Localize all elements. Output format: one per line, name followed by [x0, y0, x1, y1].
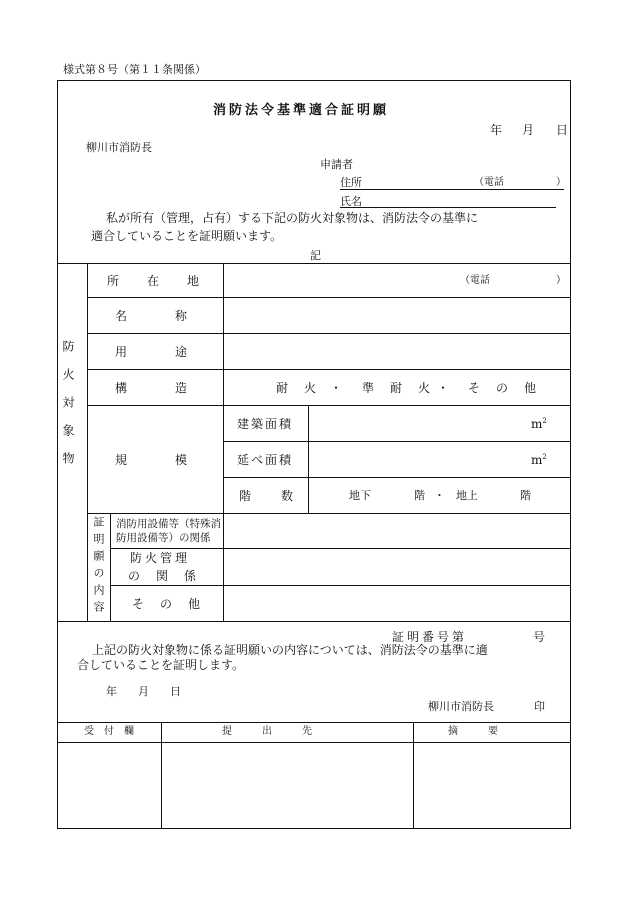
floors-separator: ・	[434, 489, 445, 502]
cert-text-line1: 上記の防火対象物に係る証明願いの内容については、消防法令の基準に適	[92, 643, 488, 657]
ki-label: 記	[310, 249, 321, 262]
content-sub-col-line	[110, 513, 111, 621]
applicant-phone-label: （電話	[474, 177, 504, 188]
reception-cell[interactable]	[60, 745, 159, 825]
location-input[interactable]	[226, 266, 454, 295]
bottom-table-header-line	[57, 742, 571, 743]
row-line-4	[87, 405, 571, 406]
name-label: 氏名	[340, 195, 362, 208]
address-label: 住所	[340, 176, 362, 189]
date-month: 月	[522, 123, 535, 137]
building-area-unit-sup: 2	[542, 417, 547, 425]
use-input[interactable]	[226, 336, 568, 367]
applicant-phone-close: ）	[556, 177, 566, 188]
building-area-input[interactable]	[312, 408, 526, 439]
row-line-2	[87, 333, 571, 334]
form-number: 様式第８号（第１１条関係）	[63, 63, 206, 76]
date-day: 日	[556, 123, 569, 137]
property-name-input[interactable]	[226, 300, 568, 331]
applicant-label: 申請者	[320, 158, 353, 171]
location-phone-input[interactable]	[486, 266, 554, 295]
submission-header: 提 出 先	[222, 726, 312, 737]
table-bottom-line	[57, 621, 571, 622]
issuer: 柳川市消防長	[428, 700, 494, 713]
structure-separator-1: ・	[330, 381, 343, 395]
row-line-6	[223, 477, 571, 478]
row-line-7	[87, 513, 571, 514]
addressee: 柳川市消防長	[86, 141, 152, 154]
bottom-col-line-2	[413, 722, 414, 829]
cert-text-line2: 合していることを証明します。	[77, 658, 245, 672]
structure-option-other[interactable]: そ の 他	[468, 381, 539, 395]
cert-date-year: 年	[106, 685, 117, 698]
applicant-name-input[interactable]	[364, 195, 554, 207]
fire-mgmt-input[interactable]	[226, 551, 568, 583]
side-label: 防火対象物	[61, 340, 75, 480]
location-phone-close: ）	[556, 275, 566, 286]
use-label: 用 途	[115, 345, 196, 359]
side-col-line	[87, 263, 88, 621]
scale-label: 規 模	[115, 453, 196, 467]
scale-sub-col-line	[308, 405, 309, 513]
underground-floor-suffix: 階	[414, 489, 425, 502]
above-ground-label: 地上	[456, 489, 478, 502]
structure-label: 構 造	[115, 381, 196, 395]
submission-cell[interactable]	[164, 745, 411, 825]
floor-area-unit-m: m	[531, 453, 543, 467]
equipment-label	[116, 517, 221, 545]
bottom-col-line-1	[161, 722, 162, 829]
request-text-line1: 私が所有（管理，占有）する下記の防火対象物は、消防法令の基準に	[106, 211, 479, 225]
structure-separator-2: ・	[437, 381, 450, 395]
applicant-phone-input[interactable]	[478, 178, 558, 190]
floor-area-input[interactable]	[312, 444, 526, 475]
request-text-line2: 適合していることを証明願います。	[91, 229, 283, 243]
floors-label: 階 数	[239, 489, 296, 503]
reception-header: 受 付 欄	[84, 726, 134, 737]
row-line-3	[87, 369, 571, 370]
row-line-5	[223, 441, 571, 442]
cert-date-month: 月	[138, 685, 149, 698]
above-ground-floor-suffix: 階	[520, 489, 531, 502]
label-col-line	[223, 263, 224, 621]
summary-cell[interactable]	[416, 745, 568, 825]
form-title: 消防法令基準適合証明願	[213, 103, 390, 118]
location-label: 所 在 地	[107, 274, 208, 288]
location-phone-label: （電話	[460, 275, 490, 286]
structure-option-fireproof[interactable]: 耐 火	[276, 381, 319, 395]
floor-area-unit-sup: 2	[542, 453, 547, 461]
row-line-8	[110, 548, 571, 549]
equipment-label-line2: 防用設備等）の関係	[116, 532, 211, 544]
row-line-1	[87, 297, 571, 298]
structure-option-semi-fireproof[interactable]: 準 耐 火	[362, 381, 433, 395]
building-area-label: 建築面積	[237, 417, 294, 431]
fire-mgmt-label-line2: の 関 係	[128, 569, 199, 583]
equipment-input[interactable]	[226, 516, 568, 546]
cert-date-day: 日	[170, 685, 181, 698]
floor-area-label: 延べ面積	[237, 453, 294, 467]
table-top-line	[57, 263, 571, 264]
fire-mgmt-label-line1: 防火管理	[130, 551, 191, 565]
content-side-label: 証明願の内容	[92, 516, 105, 618]
row-line-9	[110, 585, 571, 586]
above-ground-floors-input[interactable]	[480, 482, 518, 508]
bottom-table-top	[57, 722, 571, 723]
other-label: そ の 他	[132, 597, 203, 611]
seal-mark: 印	[534, 700, 545, 713]
property-name-label: 名 称	[115, 309, 196, 323]
underground-label: 地下	[349, 489, 371, 502]
underground-floors-input[interactable]	[374, 482, 412, 508]
applicant-address-input[interactable]	[362, 176, 470, 189]
building-area-unit-m: m	[531, 417, 543, 431]
building-area-unit	[531, 418, 547, 430]
floor-area-unit	[531, 454, 547, 466]
date-year: 年	[490, 123, 503, 137]
equipment-label-line1: 消防用設備等（特殊消	[116, 518, 221, 530]
summary-header: 摘 要	[448, 726, 498, 737]
cert-number-suffix: 号	[533, 630, 546, 644]
cert-number-label: 証明番号第	[392, 630, 468, 644]
name-underline	[340, 207, 556, 208]
other-input[interactable]	[226, 588, 568, 619]
